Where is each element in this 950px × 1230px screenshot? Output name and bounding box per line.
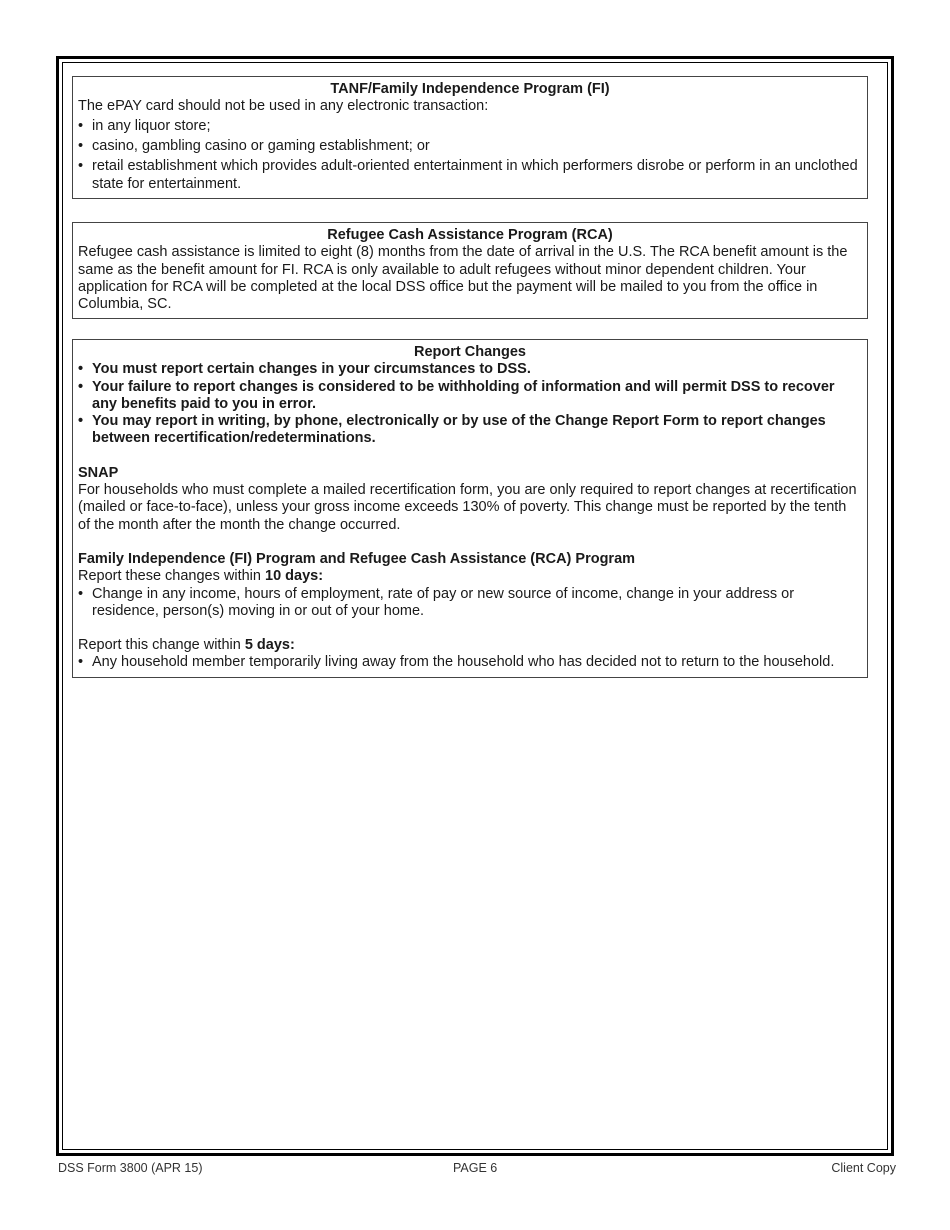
bullet-icon: • xyxy=(78,585,84,602)
ten-day-bullet-list xyxy=(78,586,862,621)
bullet-icon: • xyxy=(78,413,84,430)
spacer xyxy=(78,448,862,465)
list-item-text: You must report certain changes in your circumstances to DSS. xyxy=(92,361,531,378)
report-changes-title: Report Changes xyxy=(414,344,526,360)
bullet-icon: • xyxy=(78,138,84,155)
bullet-icon: • xyxy=(78,654,84,671)
report-changes-bullet-list xyxy=(78,361,862,447)
tanf-bullet-list xyxy=(78,118,862,193)
list-item xyxy=(78,586,862,621)
list-item xyxy=(78,118,862,135)
snap-body: For households who must complete a mailed recertification form, you are only required to report changes at recertification (mailed or face-to-face), unless your gross income exceeds 130% of poverty. This change must be reported by the tenth of the month after the month the change occurred. xyxy=(78,482,857,533)
list-item xyxy=(78,138,862,155)
rca-body: Refugee cash assistance is limited to eight (8) months from the date of arrival in the U.S. The RCA benefit amount is the same as the benefit amount for FI. RCA is only available to adult refugees without minor dependent children. Your application for RCA will be completed at the local DSS office but the payment will be mailed to you from the office in Columbia, SC. xyxy=(78,244,848,313)
fi-rca-heading: Family Independence (FI) Program and Refugee Cash Assistance (RCA) Program xyxy=(78,550,636,567)
list-item-text: You may report in writing, by phone, electronically or by use of the Change Report Form to report changes between recertification/redeterminations. xyxy=(92,413,826,447)
ten-day-instruction xyxy=(78,568,862,585)
report-changes-section xyxy=(72,339,868,678)
page-number: PAGE 6 xyxy=(453,1161,498,1175)
copy-label: Client Copy xyxy=(831,1161,896,1175)
list-item-text: retail establishment which provides adult-oriented entertainment in which performers disrobe or perform in an unclothed state for entertainment. xyxy=(92,158,858,192)
rca-title: Refugee Cash Assistance Program (RCA) xyxy=(327,227,613,243)
tanf-section xyxy=(72,76,868,199)
list-item xyxy=(78,654,862,671)
snap-heading: SNAP xyxy=(78,464,119,481)
page-border-inner xyxy=(62,62,888,1150)
five-day-prefix: Report this change within xyxy=(78,637,245,654)
bullet-icon: • xyxy=(78,378,84,395)
list-item xyxy=(78,413,862,448)
ten-day-deadline: 10 days: xyxy=(265,568,324,585)
bullet-icon: • xyxy=(78,118,84,135)
list-item-text: Your failure to report changes is considered to be withholding of information and will permit DSS to recover any benefits paid to you in error. xyxy=(92,378,835,412)
spacer xyxy=(78,534,862,551)
list-item-text: in any liquor store; xyxy=(92,118,211,135)
ten-day-prefix: Report these changes within xyxy=(78,568,265,585)
five-day-instruction xyxy=(78,637,862,654)
list-item xyxy=(78,361,862,378)
bullet-icon: • xyxy=(78,361,84,378)
form-id: DSS Form 3800 (APR 15) xyxy=(58,1161,203,1175)
list-item-text: Change in any income, hours of employment, rate of pay or new source of income, change in your address or residence, person(s) moving in or out of your home. xyxy=(92,585,795,619)
tanf-title: TANF/Family Independence Program (FI) xyxy=(330,81,610,97)
bullet-icon: • xyxy=(78,158,84,175)
list-item xyxy=(78,379,862,414)
list-item-text: Any household member temporarily living away from the household who has decided not to return to the household. xyxy=(92,654,835,671)
five-day-deadline: 5 days: xyxy=(244,637,295,654)
tanf-intro: The ePAY card should not be used in any electronic transaction: xyxy=(78,98,489,115)
list-item xyxy=(78,158,862,193)
spacer xyxy=(78,620,862,637)
rca-section xyxy=(72,222,868,319)
list-item-text: casino, gambling casino or gaming establishment; or xyxy=(92,138,430,155)
five-day-bullet-list xyxy=(78,654,862,671)
page-border-outer xyxy=(56,56,894,1156)
